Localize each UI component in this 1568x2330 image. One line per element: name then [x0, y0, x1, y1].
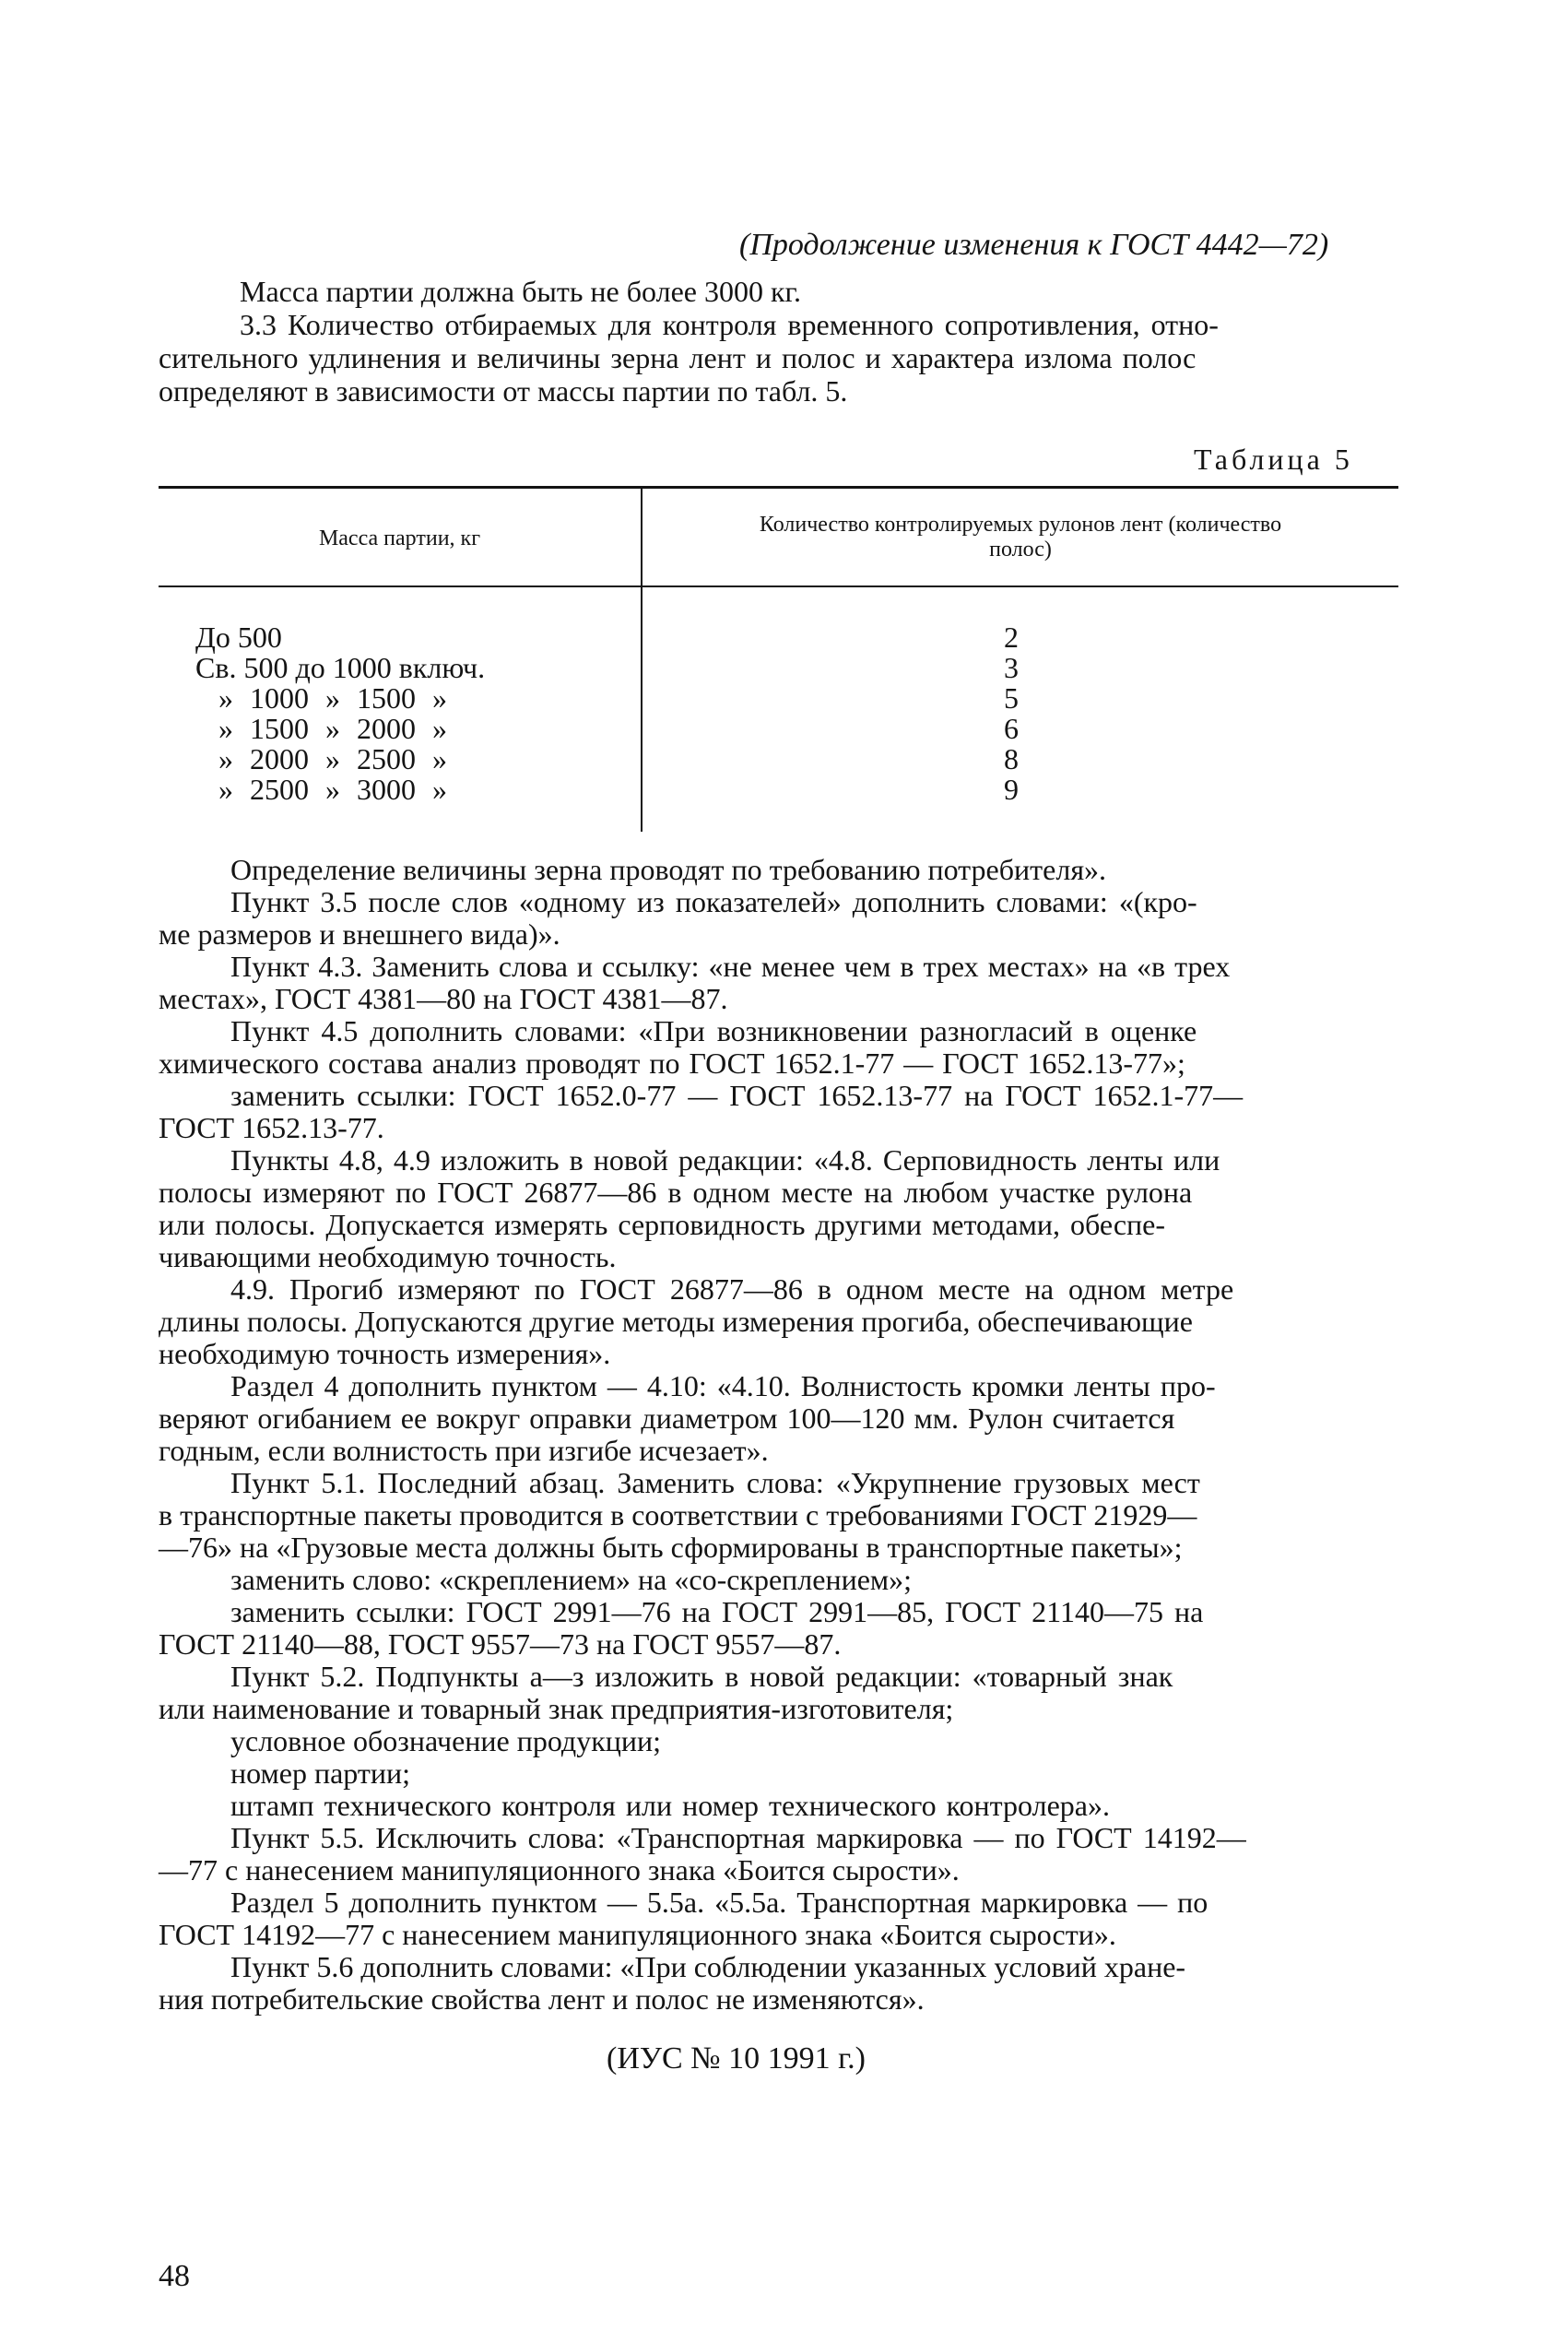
- intro-line: определяют в зависимости от массы партии по табл. 5.: [159, 374, 848, 408]
- body-line: Раздел 4 дополнить пунктом — 4.10: «4.10. Волнистость кромки ленты про-: [230, 1369, 1216, 1402]
- table-cell-mass: » 1500 » 2000 »: [218, 712, 447, 745]
- body-line: Пункт 5.2. Подпункты а—з изложить в новой редакции: «товарный знак: [230, 1660, 1173, 1693]
- body-line: Пункт 5.5. Исключить слова: «Транспортная маркировка — по ГОСТ 14192—: [230, 1821, 1246, 1854]
- page-header: (Продолжение изменения к ГОСТ 4442—72): [739, 228, 1329, 262]
- body-line: ГОСТ 21140—88, ГОСТ 9557—73 на ГОСТ 9557—87.: [159, 1627, 842, 1661]
- body-line: условное обозначение продукции;: [230, 1724, 662, 1757]
- body-line: Пункт 4.3. Заменить слова и ссылку: «не менее чем в трех местах» на «в трех: [230, 950, 1231, 983]
- table-cell-count: 8: [1004, 742, 1019, 775]
- body-line: заменить слово: «скреплением» на «со-скреплением»;: [230, 1563, 913, 1596]
- intro-line: Масса партии должна быть не более 3000 кг.: [240, 275, 802, 308]
- table-cell-mass: » 2500 » 3000 »: [218, 773, 447, 806]
- body-line: химического состава анализ проводят по ГОСТ 1652.1-77 — ГОСТ 1652.13-77»;: [159, 1047, 1185, 1080]
- body-line: или полосы. Допускается измерять серповидность другими методами, обеспе-: [159, 1208, 1165, 1241]
- page-number: 48: [159, 2259, 190, 2293]
- body-line: —77 с нанесением манипуляционного знака «Боится сырости».: [159, 1853, 960, 1886]
- body-line: Пункт 4.5 дополнить словами: «При возникновении разногласий в оценке: [230, 1014, 1197, 1047]
- intro-line: 3.3 Количество отбираемых для контроля временного сопротивления, отно-: [240, 308, 1219, 341]
- table-cell-mass: » 1000 » 1500 »: [218, 681, 447, 715]
- body-line: —76» на «Грузовые места должны быть сформированы в транспортные пакеты»;: [159, 1531, 1183, 1564]
- table-top-rule: [159, 486, 1398, 489]
- body-line: ме размеров и внешнего вида)».: [159, 917, 560, 951]
- table-cell-count: 6: [1004, 712, 1019, 745]
- body-line: полосы измеряют по ГОСТ 26877—86 в одном месте на любом участке рулона: [159, 1176, 1193, 1209]
- table-cell-count: 3: [1004, 651, 1019, 684]
- body-line: заменить ссылки: ГОСТ 1652.0-77 — ГОСТ 1652.13-77 на ГОСТ 1652.1-77—: [230, 1079, 1244, 1112]
- body-line: ГОСТ 1652.13-77.: [159, 1111, 384, 1144]
- body-line: заменить ссылки: ГОСТ 2991—76 на ГОСТ 2991—85, ГОСТ 21140—75 на: [230, 1595, 1204, 1628]
- footer-note: (ИУС № 10 1991 г.): [607, 2041, 866, 2076]
- body-line: веряют огибанием ее вокруг оправки диаметром 100—120 мм. Рулон считается: [159, 1402, 1175, 1435]
- body-line: 4.9. Прогиб измеряют по ГОСТ 26877—86 в одном месте на одном метре: [230, 1272, 1234, 1306]
- table-cell-count: 9: [1004, 773, 1019, 806]
- body-line: чивающими необходимую точность.: [159, 1240, 617, 1273]
- body-line: Раздел 5 дополнить пунктом — 5.5а. «5.5а. Транспортная маркировка — по: [230, 1886, 1208, 1919]
- body-line: годным, если волнистость при изгибе исчезает».: [159, 1434, 769, 1467]
- body-line: Пункт 5.6 дополнить словами: «При соблюдении указанных условий хране-: [230, 1950, 1186, 1983]
- body-line: Пункты 4.8, 4.9 изложить в новой редакции: «4.8. Серповидность ленты или: [230, 1143, 1220, 1177]
- body-line: номер партии;: [230, 1756, 410, 1790]
- table-header-count-line2: полос): [989, 538, 1052, 562]
- body-line: длины полосы. Допускаются другие методы измерения прогиба, обеспечивающие: [159, 1305, 1193, 1338]
- intro-line: сительного удлинения и величины зерна лент и полос и характера излома полос: [159, 341, 1197, 374]
- table-cell-count: 5: [1004, 681, 1019, 715]
- body-line: Определение величины зерна проводят по требованию потребителя».: [230, 853, 1107, 886]
- body-line: в транспортные пакеты проводится в соответствии с требованиями ГОСТ 21929—: [159, 1498, 1197, 1532]
- table-title: Таблица 5: [1194, 443, 1353, 476]
- body-line: необходимую точность измерения».: [159, 1337, 611, 1370]
- table-cell-mass: До 500: [195, 621, 282, 654]
- table-cell-mass: » 2000 » 2500 »: [218, 742, 447, 775]
- body-line: или наименование и товарный знак предприятия-изготовителя;: [159, 1692, 954, 1725]
- table-header-mass: Масса партии, кг: [318, 526, 481, 550]
- table-header-rule: [159, 585, 1398, 587]
- table-cell-count: 2: [1004, 621, 1019, 654]
- body-line: штамп технического контроля или номер технического контролера».: [230, 1789, 1110, 1822]
- body-line: местах», ГОСТ 4381—80 на ГОСТ 4381—87.: [159, 982, 728, 1015]
- table-header-count-line1: Количество контролируемых рулонов лент (количество: [759, 513, 1282, 537]
- body-line: ния потребительские свойства лент и полос не изменяются».: [159, 1982, 925, 2016]
- body-line: Пункт 5.1. Последний абзац. Заменить слова: «Укрупнение грузовых мест: [230, 1466, 1200, 1499]
- table-cell-mass: Св. 500 до 1000 включ.: [195, 651, 486, 684]
- body-line: ГОСТ 14192—77 с нанесением манипуляционного знака «Боится сырости».: [159, 1918, 1116, 1951]
- body-line: Пункт 3.5 после слов «одному из показателей» дополнить словами: «(кро-: [230, 885, 1197, 918]
